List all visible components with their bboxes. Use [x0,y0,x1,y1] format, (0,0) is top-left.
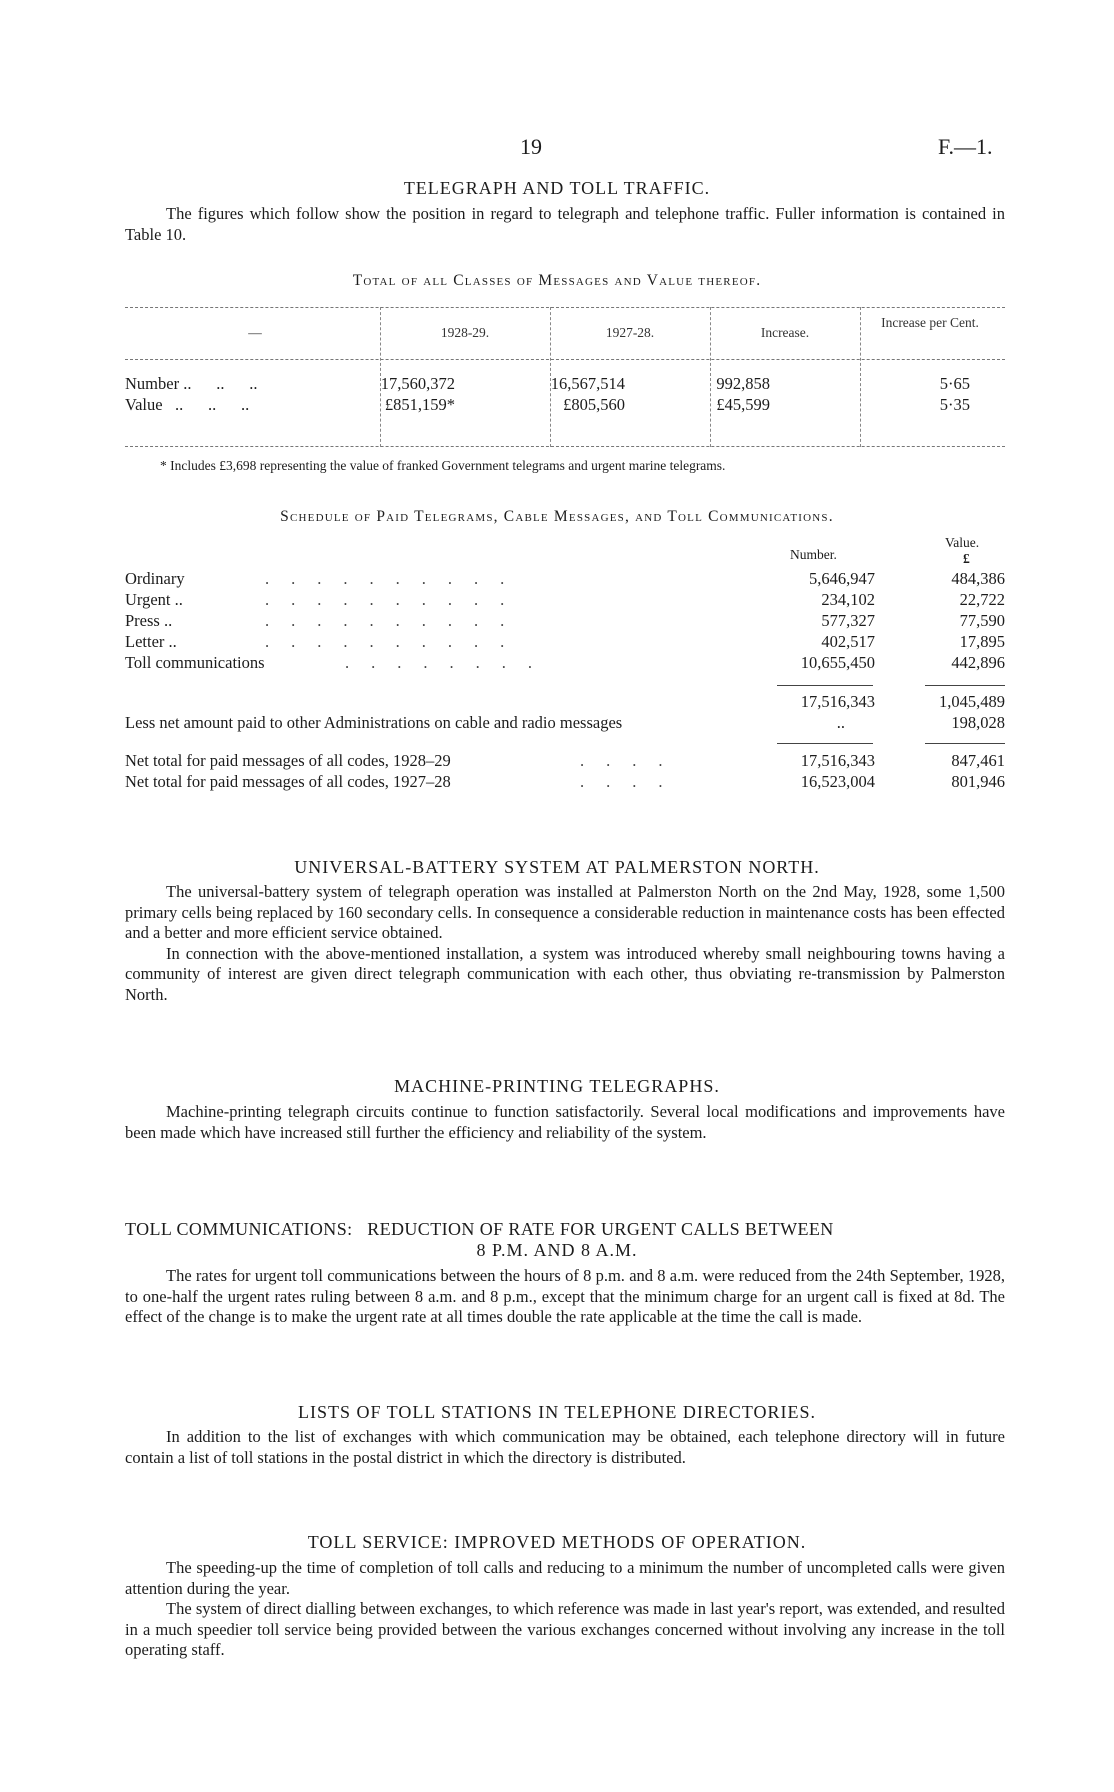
cell-number-1928-29: 17,560,372 [380,374,455,393]
cell-value-increase: £45,599 [716,395,770,414]
schedule-subtotal-row: 17,516,343 1,045,489 [800,692,1005,711]
section-paragraph: The figures which follow show the position in regard to telegraph and telephone traffic. Fuller information is contained in Table 10. [125,204,1005,244]
row-label-number: Number .. .. .. [125,374,258,393]
section-paragraph-machine-printing: Machine-printing telegraph circuits continue to function satisfactorily. Several local modifications and improvements have been made which have increased still further the efficiency and reliability of the system. [125,1102,1005,1142]
section-paragraphs-universal-battery: The universal-battery system of telegraph operation was installed at Palmerston North on the 2nd May, 1928, some 1,500 primary cells being replaced by 160 secondary cells. In consequence a considerable reduction in maintenance costs has been effected and a better and more efficient service obtained. In connection with the above-mentioned installation, a system was introduced whereby small neighbouring towns having a community of interest are given direct telegraph communication with each other, thus obviating re-transmission by Palmerston North. [125,882,1005,1004]
schedule-row: Ordinary .......... 5,646,947 484,386 [125,569,1005,588]
section-paragraphs-toll-service: The speeding-up the time of completion of toll calls and reducing to a minimum the number of uncompleted calls were given attention during the year. The system of direct dialling between exchanges, to which reference was made in last year's report, was extended, and resulted in a much speedier toll service being provided between the various exchanges concerned without involving any increase in the toll operating staff. [125,1558,1005,1659]
section-title-universal-battery: UNIVERSAL-BATTERY SYSTEM AT PALMERSTON NORTH. [294,857,820,877]
cell-value-1928-29: £851,159* [384,395,455,414]
schedule-net-row: Net total for paid messages of all codes, 1927–28 .... 16,523,004 801,946 [125,772,1005,791]
table-header-1928-29: 1928-29. [440,325,490,340]
section-paragraph-toll-communications: The rates for urgent toll communications between the hours of 8 p.m. and 8 a.m. were reduced from the 24th September, 1928, to one-half the urgent rates ruling between 8 a.m. and 8 p.m., except that the minimum charge for an urgent call is fixed at 8d. The effect of the change is to make the urgent rate at all times double the rate applicable at the time the call is made. [125,1266,1005,1326]
schedule-net-row: Net total for paid messages of all codes, 1928–29 .... 17,516,343 847,461 [125,751,1005,770]
section-title-telegraph-toll: TELEGRAPH AND TOLL TRAFFIC. [403,178,711,198]
table-header-blank: — [248,325,262,340]
table-footnote: * Includes £3,698 representing the value of franked Government telegrams and urgent marine telegrams. [160,458,726,473]
page-number: 19 [520,134,542,159]
schedule-header-value: Value. [945,535,980,550]
schedule-title: Schedule of Paid Telegrams, Cable Messages, and Toll Communications. [280,508,834,525]
table-header-increase-pct: Increase per Cent. [881,315,979,330]
section-title-machine-printing: MACHINE-PRINTING TELEGRAPHS. [394,1076,720,1096]
schedule-row: Letter .. .......... 402,517 17,895 [125,632,1005,651]
table-header-increase: Increase. [760,325,810,340]
cell-number-increase: 992,858 [716,374,770,393]
cell-value-pct: 5·35 [939,395,970,414]
schedule-header-number: Number. [790,547,837,562]
schedule-row: Press .. .......... 577,327 77,590 [125,611,1005,630]
section-subtitle-toll-communications: 8 P.M. AND 8 A.M. [476,1240,638,1260]
schedule-header-value-unit: £ [963,551,970,566]
schedule-less-row: Less net amount paid to other Administrations on cable and radio messages .. 198,028 [125,713,1005,732]
section-paragraph-toll-stations: In addition to the list of exchanges with which communication may be obtained, each telephone directory will in future contain a list of toll stations in the postal district in which the directory is distributed. [125,1427,1005,1467]
cell-number-pct: 5·65 [939,374,970,393]
total-messages-table [125,307,1005,447]
section-title-toll-stations: LISTS OF TOLL STATIONS IN TELEPHONE DIRECTORIES. [297,1402,817,1422]
cell-number-1927-28: 16,567,514 [550,374,625,393]
page-reference: F.—1. [938,134,993,159]
section-title-toll-service: TOLL SERVICE: IMPROVED METHODS OF OPERATION. [307,1532,807,1552]
schedule-row: Toll communications ........ 10,655,450 442,896 [125,653,1005,672]
table-header-1927-28: 1927-28. [605,325,655,340]
section-title-toll-communications: TOLL COMMUNICATIONS: REDUCTION OF RATE FOR URGENT CALLS BETWEEN [125,1219,834,1239]
schedule-row: Urgent .. .......... 234,102 22,722 [125,590,1005,609]
row-label-value: Value .. .. .. [125,395,250,414]
table-title-total-messages: Total of all Classes of Messages and Value thereof. [352,272,762,289]
cell-value-1927-28: £805,560 [563,395,625,414]
